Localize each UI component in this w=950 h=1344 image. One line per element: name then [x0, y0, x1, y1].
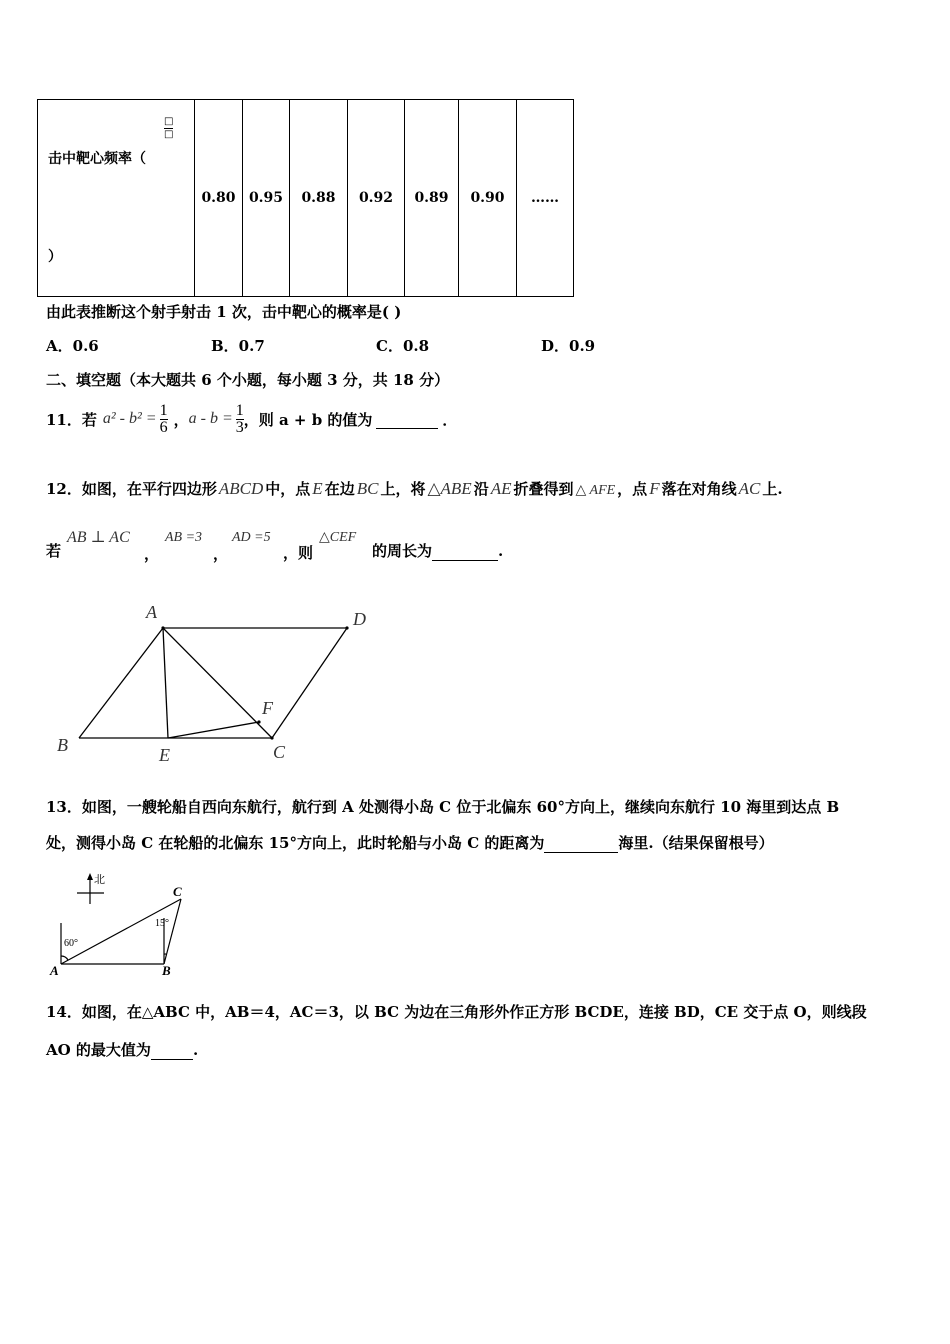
q13-line2-suffix: 海里.（结果保留根号）	[618, 834, 774, 852]
q11-sep: ，	[173, 410, 189, 429]
q13-answer-blank	[544, 834, 618, 853]
q12-math: BC	[356, 479, 379, 498]
q12-line1	[46, 478, 783, 499]
q11-expr1: a² - b² =	[102, 410, 157, 427]
label-f: F	[262, 698, 273, 718]
q12-triangle-cef: △CEF	[319, 530, 357, 545]
q11-suffix: ，则 a + b 的值为	[243, 410, 373, 429]
q12-math: △ABE	[427, 479, 472, 498]
q12-then: ，则	[283, 544, 314, 562]
q12-math: AC	[738, 479, 761, 498]
segment-ef	[168, 722, 259, 738]
q12-math: AE	[490, 479, 512, 498]
q14-end: .	[192, 1041, 199, 1059]
section-heading: 二、填空题（本大题共 6 个小题，每小题 3 分，共 18 分）	[46, 371, 450, 389]
row-label-frac-den: □	[164, 129, 174, 140]
q12-cond-perp: AB ⊥ AC	[67, 529, 130, 546]
segment-ac	[61, 899, 181, 964]
row-label-frac-num: □	[164, 116, 174, 127]
label-d: D	[353, 609, 366, 629]
q11-answer-blank	[376, 410, 438, 429]
q12-cond-ad: AD =5	[232, 530, 271, 545]
table-cell: 0.95	[243, 100, 290, 297]
frequency-table	[37, 99, 574, 297]
point-f	[257, 720, 260, 723]
q14-line1: 14．如图，在△ABC 中，AB＝4，AC＝3，以 BC 为边在三角形外作正方形 BCDE，连接 BD，CE 交于点 O，则线段	[46, 1003, 867, 1021]
row-label-close: ）	[48, 249, 62, 265]
q11-frac2-num: 1	[235, 401, 244, 419]
q12-text: 上，将	[380, 480, 426, 498]
angle-label-60: 60°	[64, 938, 78, 949]
segment-dc	[272, 628, 347, 738]
q12-math: F	[649, 479, 660, 498]
q12-text: 沿	[473, 480, 489, 498]
q12-math: ABCD	[218, 479, 264, 498]
q11-frac2	[236, 403, 244, 436]
label-c: C	[173, 884, 182, 899]
label-e: E	[159, 745, 170, 765]
q11-end: ．	[442, 410, 458, 429]
q12-answer-blank	[432, 542, 498, 561]
q11-frac1-den: 6	[159, 418, 168, 436]
north-label: 北	[94, 874, 105, 886]
q12-math: E	[312, 479, 323, 498]
point-c	[270, 736, 273, 739]
label-a: A	[146, 602, 157, 622]
label-a: A	[50, 963, 59, 978]
row-label-main: 击中靶心频率（	[48, 151, 146, 167]
q12-parallelogram-figure	[50, 598, 390, 770]
q12-line2-start: 若	[46, 542, 62, 560]
q11-prefix: 11．若	[46, 410, 97, 429]
q12-text: 12．如图，在平行四边形	[46, 480, 217, 498]
point-a	[161, 626, 164, 629]
q14-line2-prefix: AO 的最大值为	[46, 1041, 151, 1059]
q12-comma: ，	[213, 545, 229, 563]
q11	[46, 396, 457, 442]
q12-text: 在边	[324, 480, 355, 498]
segment-ac	[163, 628, 272, 738]
q11-expr2: a - b =	[188, 410, 233, 427]
row-label-fraction	[164, 116, 173, 141]
table-cell: 0.90	[459, 100, 517, 297]
q10-option-d: D．0.9	[541, 337, 596, 355]
q12-text: 折叠得到	[513, 480, 574, 498]
q12-end: .	[498, 542, 504, 560]
q10-option-a: A．0.6	[46, 337, 99, 355]
q12-text: ，点	[617, 480, 648, 498]
q13-line1: 13．如图，一艘轮船自西向东航行，航行到 A 处测得小岛 C 位于北偏东 60°方向上，继续向东航行 10 海里到达点 B	[46, 798, 840, 816]
q12-text: 落在对角线	[661, 480, 737, 498]
q14-answer-blank	[151, 1041, 193, 1060]
q11-frac1	[160, 403, 168, 436]
q12-text: 上.	[762, 480, 783, 498]
table-cell: 0.92	[348, 100, 405, 297]
point-d	[345, 626, 348, 629]
row-label-cell	[38, 100, 195, 297]
q13-navigation-figure	[44, 868, 204, 980]
label-b: B	[162, 963, 171, 978]
segment-ae	[163, 628, 168, 738]
label-b: B	[57, 735, 68, 755]
table-row	[38, 100, 574, 297]
q12-suffix: 的周长为	[372, 542, 433, 560]
q12-text: 中，点	[265, 480, 311, 498]
angle-label-15: 15°	[155, 918, 169, 929]
table-cell: 0.89	[405, 100, 459, 297]
q12-math: △ AFE	[575, 483, 616, 498]
q13-line2	[46, 832, 774, 853]
q10-question: 由此表推断这个射手射击 1 次，击中靶心的概率是( )	[46, 303, 402, 321]
q12-cond-ab: AB =3	[165, 530, 203, 545]
q14-line2	[46, 1039, 198, 1060]
q11-frac2-den: 3	[235, 418, 244, 436]
table-cell: 0.88	[290, 100, 348, 297]
q12-line2-end	[372, 540, 503, 561]
table-cell: ……	[517, 100, 574, 297]
table-cell: 0.80	[195, 100, 243, 297]
q11-frac1-num: 1	[159, 401, 168, 419]
segment-ab	[79, 628, 163, 738]
angle-arc-a	[61, 956, 68, 960]
segment-bc	[164, 899, 181, 964]
north-arrow-icon	[87, 873, 93, 880]
q10-option-c: C．0.8	[376, 337, 430, 355]
label-c: C	[273, 742, 286, 762]
q13-line2-prefix: 处，测得小岛 C 在轮船的北偏东 15°方向上，此时轮船与小岛 C 的距离为	[46, 834, 545, 852]
q12-comma: ，	[144, 545, 160, 563]
q10-option-b: B．0.7	[211, 337, 265, 355]
